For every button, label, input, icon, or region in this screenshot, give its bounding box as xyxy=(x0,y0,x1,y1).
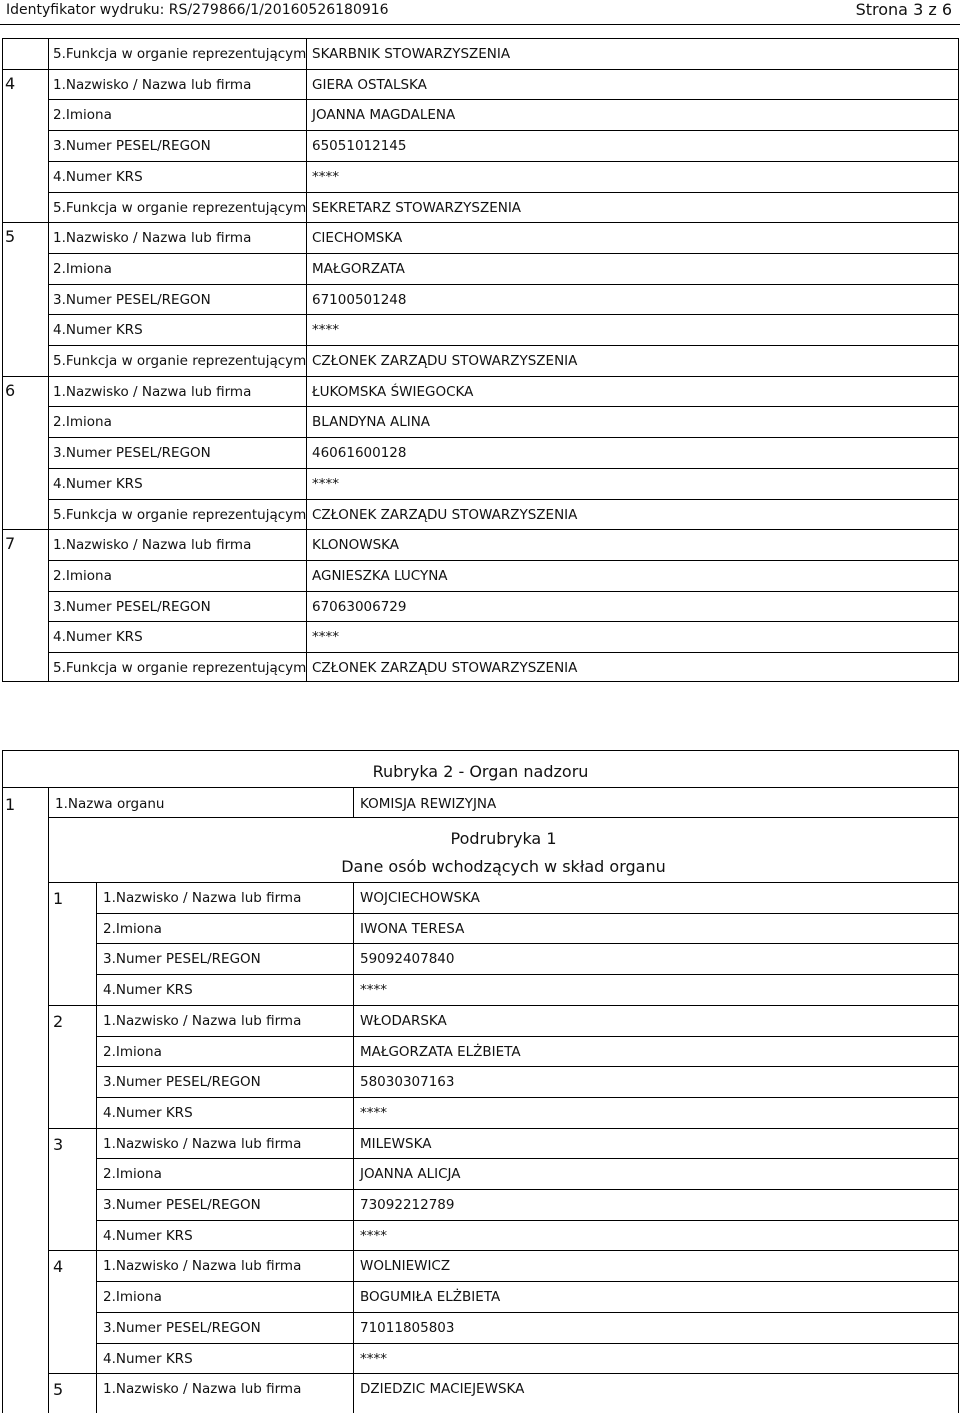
member-pesel-label: 3.Numer PESEL/REGON xyxy=(103,1074,261,1091)
row-divider xyxy=(48,882,959,883)
row-divider xyxy=(96,1312,959,1313)
nazwa-organu-label: 1.Nazwa organu xyxy=(55,796,165,812)
pesel-label: 3.Numer PESEL/REGON xyxy=(53,291,211,308)
row-divider xyxy=(2,222,959,223)
funkcja-value: CZŁONEK ZARZĄDU STOWARZYSZENIA xyxy=(312,506,578,523)
nazwisko-label: 1.Nazwisko / Nazwa lub firma xyxy=(53,230,252,247)
member-pesel-value: 58030307163 xyxy=(360,1074,455,1091)
row-divider xyxy=(48,560,959,561)
imiona-value: MAŁGORZATA xyxy=(312,260,405,277)
row-divider xyxy=(96,1066,959,1067)
member-pesel-label: 3.Numer PESEL/REGON xyxy=(103,951,261,968)
member-imiona-value: MAŁGORZATA ELŻBIETA xyxy=(360,1043,521,1060)
nazwisko-label: 1.Nazwisko / Nazwa lub firma xyxy=(53,76,252,93)
funkcja-value: SEKRETARZ STOWARZYSZENIA xyxy=(312,199,522,216)
member-krs-label: 4.Numer KRS xyxy=(103,982,193,999)
member-number: 2 xyxy=(53,1011,64,1031)
column-divider xyxy=(48,38,49,682)
member-krs-value: **** xyxy=(360,1104,387,1121)
nazwisko-value: GIERA OSTALSKA xyxy=(312,76,427,93)
member-nazwisko-label: 1.Nazwisko / Nazwa lub firma xyxy=(103,890,302,906)
member-pesel-value: 71011805803 xyxy=(360,1319,455,1336)
member-nazwisko-label: 1.Nazwisko / Nazwa lub firma xyxy=(103,1012,302,1029)
row-divider xyxy=(48,345,959,346)
member-nazwisko-value: WOLNIEWICZ xyxy=(360,1258,451,1275)
member-krs-label: 4.Numer KRS xyxy=(103,1350,193,1367)
member-imiona-value: JOANNA ALICJA xyxy=(360,1166,461,1183)
nazwisko-label: 1.Nazwisko / Nazwa lub firma xyxy=(53,383,252,400)
row-divider xyxy=(48,1128,959,1129)
member-number: 3 xyxy=(53,1134,64,1154)
row-divider xyxy=(96,1343,959,1344)
funkcja-label: 5.Funkcja w organie reprezentującym xyxy=(53,506,307,523)
row-divider xyxy=(48,468,959,469)
representative-number: 6 xyxy=(5,380,16,400)
member-pesel-value: 73092212789 xyxy=(360,1197,455,1213)
member-number: 5 xyxy=(53,1380,64,1400)
imiona-label: 2.Imiona xyxy=(53,567,112,584)
pesel-label: 3.Numer PESEL/REGON xyxy=(53,598,211,615)
krs-value: **** xyxy=(312,629,339,646)
krs-label: 4.Numer KRS xyxy=(53,168,143,185)
row-divider xyxy=(2,529,959,530)
pesel-value: 46061600128 xyxy=(312,445,407,462)
funkcja-value: SKARBNIK STOWARZYSZENIA xyxy=(312,46,511,62)
row-divider xyxy=(2,376,959,377)
column-divider xyxy=(96,882,97,1413)
member-krs-value: **** xyxy=(360,982,387,999)
krs-value: **** xyxy=(312,475,339,492)
row-divider xyxy=(48,1373,959,1374)
row-divider xyxy=(96,1036,959,1037)
row-divider xyxy=(48,652,959,653)
print-identifier: Identyfikator wydruku: RS/279866/1/20160526180916 xyxy=(6,2,389,18)
pesel-value: 67100501248 xyxy=(312,291,407,308)
nazwisko-value: KLONOWSKA xyxy=(312,537,400,554)
member-number: 1 xyxy=(53,889,64,908)
row-divider xyxy=(96,1281,959,1282)
member-nazwisko-value: DZIEDZIC MACIEJEWSKA xyxy=(360,1381,525,1398)
krs-value: **** xyxy=(312,322,339,339)
representative-number: 4 xyxy=(5,73,16,93)
member-nazwisko-value: WOJCIECHOWSKA xyxy=(360,890,480,906)
pesel-value: 65051012145 xyxy=(312,138,407,155)
funkcja-value: CZŁONEK ZARZĄDU STOWARZYSZENIA xyxy=(312,353,578,369)
row-divider xyxy=(96,974,959,975)
row-divider xyxy=(48,499,959,500)
imiona-label: 2.Imiona xyxy=(53,414,112,431)
funkcja-label: 5.Funkcja w organie reprezentującym xyxy=(53,46,307,62)
member-krs-value: **** xyxy=(360,1227,387,1244)
row-divider xyxy=(96,913,959,914)
podrubryka-subtitle: Dane osób wchodzących w skład organu xyxy=(341,857,666,876)
row-divider xyxy=(48,314,959,315)
row-divider xyxy=(48,1250,959,1251)
row-divider xyxy=(48,99,959,100)
representative-number: 7 xyxy=(5,534,16,554)
page-number: Strona 3 z 6 xyxy=(855,0,952,19)
member-nazwisko-label: 1.Nazwisko / Nazwa lub firma xyxy=(103,1381,302,1398)
row-divider xyxy=(48,284,959,285)
representative-number: 5 xyxy=(5,227,16,247)
pesel-label: 3.Numer PESEL/REGON xyxy=(53,445,211,462)
krs-value: **** xyxy=(312,168,339,185)
column-divider xyxy=(353,787,354,817)
krs-label: 4.Numer KRS xyxy=(53,629,143,646)
member-nazwisko-label: 1.Nazwisko / Nazwa lub firma xyxy=(103,1258,302,1275)
print-header xyxy=(0,0,960,25)
pesel-value: 67063006729 xyxy=(312,598,407,615)
krs-label: 4.Numer KRS xyxy=(53,322,143,339)
member-imiona-value: IWONA TERESA xyxy=(360,920,465,937)
imiona-label: 2.Imiona xyxy=(53,260,112,277)
funkcja-label: 5.Funkcja w organie reprezentującym xyxy=(53,353,307,369)
member-krs-value: **** xyxy=(360,1350,387,1367)
member-krs-label: 4.Numer KRS xyxy=(103,1104,193,1121)
row-divider xyxy=(48,130,959,131)
row-divider xyxy=(48,253,959,254)
imiona-value: AGNIESZKA LUCYNA xyxy=(312,567,448,584)
nazwisko-label: 1.Nazwisko / Nazwa lub firma xyxy=(53,537,252,554)
podrubryka-title: Podrubryka 1 xyxy=(450,829,557,848)
member-nazwisko-label: 1.Nazwisko / Nazwa lub firma xyxy=(103,1135,302,1152)
imiona-value: BLANDYNA ALINA xyxy=(312,414,431,431)
column-divider xyxy=(353,882,354,1413)
member-nazwisko-value: WŁODARSKA xyxy=(360,1012,447,1029)
row-divider xyxy=(48,817,959,818)
row-divider xyxy=(48,1005,959,1006)
pesel-label: 3.Numer PESEL/REGON xyxy=(53,138,211,155)
column-divider xyxy=(48,787,49,1413)
member-number: 4 xyxy=(53,1257,64,1277)
funkcja-label: 5.Funkcja w organie reprezentującym xyxy=(53,660,307,676)
row-divider xyxy=(96,1220,959,1221)
member-nazwisko-value: MILEWSKA xyxy=(360,1135,432,1152)
row-divider xyxy=(96,1097,959,1098)
member-imiona-label: 2.Imiona xyxy=(103,1166,162,1183)
nazwisko-value: CIECHOMSKA xyxy=(312,230,403,247)
member-imiona-label: 2.Imiona xyxy=(103,920,162,937)
row-divider xyxy=(48,192,959,193)
nazwa-organu-value: KOMISJA REWIZYJNA xyxy=(360,796,497,812)
member-pesel-label: 3.Numer PESEL/REGON xyxy=(103,1319,261,1336)
rubryka-title: Rubryka 2 - Organ nadzoru xyxy=(372,762,589,781)
member-imiona-label: 2.Imiona xyxy=(103,1289,162,1306)
nazwisko-value: ŁUKOMSKA ŚWIEGOCKA xyxy=(312,383,474,400)
imiona-label: 2.Imiona xyxy=(53,107,112,124)
member-imiona-label: 2.Imiona xyxy=(103,1043,162,1060)
row-divider xyxy=(96,943,959,944)
row-divider xyxy=(48,437,959,438)
member-krs-label: 4.Numer KRS xyxy=(103,1227,193,1244)
row-divider xyxy=(2,69,959,70)
imiona-value: JOANNA MAGDALENA xyxy=(312,107,456,124)
member-pesel-label: 3.Numer PESEL/REGON xyxy=(103,1197,261,1213)
row-divider xyxy=(48,406,959,407)
organ-number: 1 xyxy=(5,795,16,814)
funkcja-label: 5.Funkcja w organie reprezentującym xyxy=(53,199,307,216)
row-divider xyxy=(96,1158,959,1159)
row-divider xyxy=(96,1189,959,1190)
row-divider xyxy=(48,621,959,622)
funkcja-value: CZŁONEK ZARZĄDU STOWARZYSZENIA xyxy=(312,660,578,676)
row-divider xyxy=(2,787,959,788)
row-divider xyxy=(48,161,959,162)
row-divider xyxy=(48,591,959,592)
krs-label: 4.Numer KRS xyxy=(53,475,143,492)
member-imiona-value: BOGUMIŁA ELŻBIETA xyxy=(360,1289,501,1306)
member-pesel-value: 59092407840 xyxy=(360,951,455,968)
